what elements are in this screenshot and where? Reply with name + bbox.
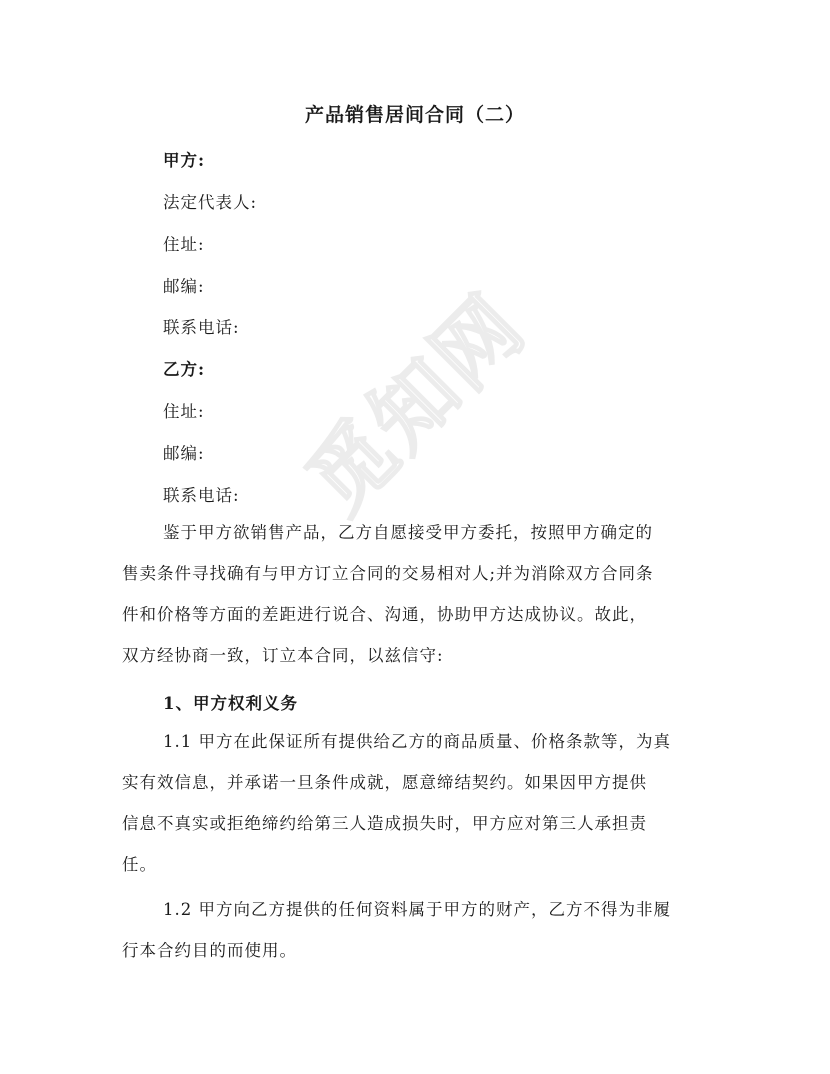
preamble-line: 双方经协商一致，订立本合同，以兹信守: (122, 646, 444, 665)
clause-line: 实有效信息，并承诺一旦条件成就，愿意缔结契约。如果因甲方提供 (122, 773, 647, 792)
party-b-address: 住址: (163, 402, 205, 421)
party-b-phone: 联系电话: (163, 486, 240, 505)
preamble-line: 售卖条件寻找确有与甲方订立合同的交易相对人;并为消除双方合同条 (122, 564, 654, 583)
party-a-label: 甲方: (163, 151, 206, 170)
clause-1-2 (122, 889, 742, 971)
watermark: 觅知网 (288, 275, 545, 532)
clause-line: 1.2 甲方向乙方提供的任何资料属于甲方的财产，乙方不得为非履 (163, 900, 671, 919)
section-heading: 1、甲方权利义务 (163, 694, 298, 713)
clause-line: 信息不真实或拒绝缔约给第三人造成损失时，甲方应对第三人承担责 (122, 814, 647, 833)
document-title: 产品销售居间合同（二） (304, 104, 525, 126)
clause-line: 行本合约目的而使用。 (122, 941, 297, 960)
party-a-postcode: 邮编: (163, 277, 205, 296)
preamble-line: 件和价格等方面的差距进行说合、沟通，协助甲方达成协议。故此， (122, 605, 647, 624)
preamble-paragraph (122, 512, 742, 676)
party-a-phone: 联系电话: (163, 318, 240, 337)
clause-line: 1.1 甲方在此保证所有提供给乙方的商品质量、价格条款等，为真 (163, 732, 671, 751)
party-a-legal-rep: 法定代表人: (163, 193, 258, 212)
clause-1-1 (122, 721, 742, 885)
party-b-postcode: 邮编: (163, 444, 205, 463)
party-b-label: 乙方: (163, 360, 206, 379)
party-a-address: 住址: (163, 235, 205, 254)
clause-line: 任。 (122, 855, 157, 874)
preamble-line: 鉴于甲方欲销售产品，乙方自愿接受甲方委托，按照甲方确定的 (163, 523, 653, 542)
